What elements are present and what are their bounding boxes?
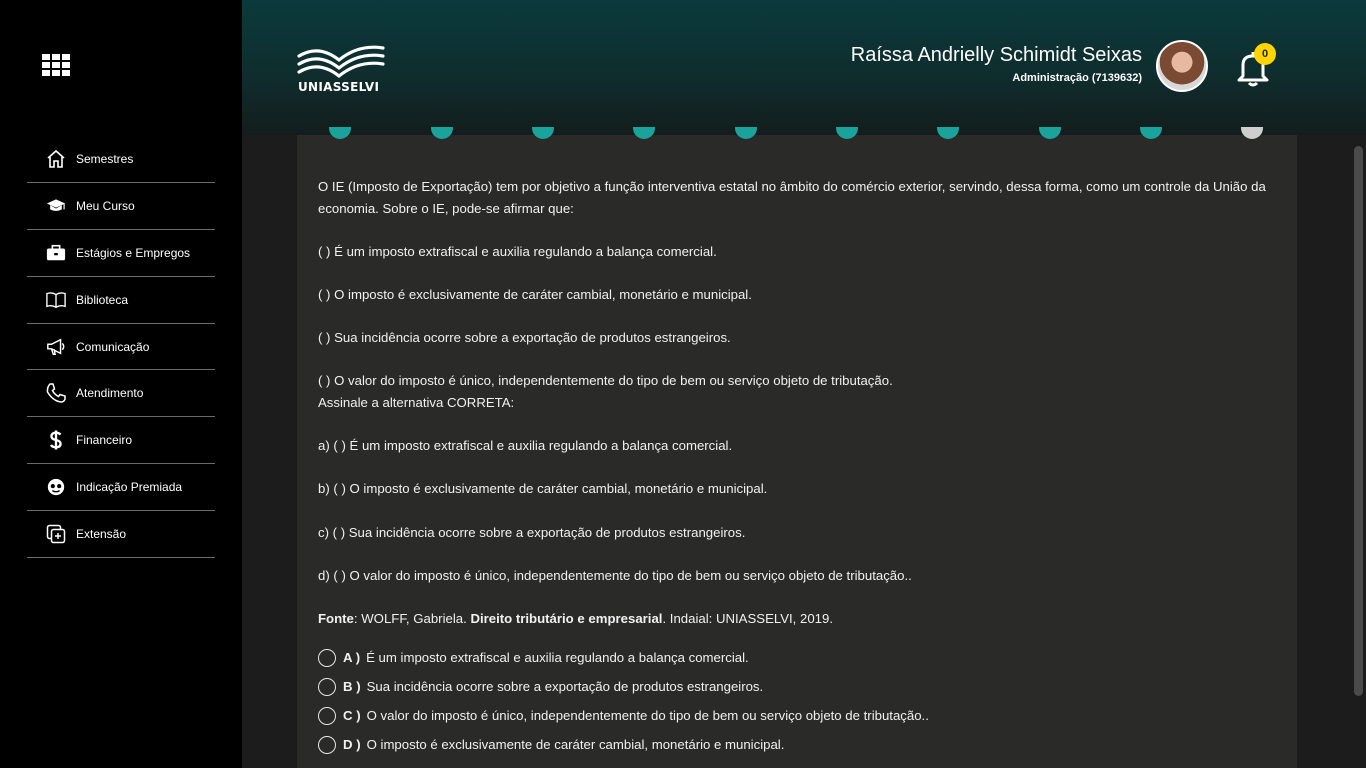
question-text [318,176,1273,629]
source-author: : WOLFF, Gabriela. [353,610,471,626]
header [242,0,1366,135]
sidebar-item-label: Indicação Premiada [76,480,183,495]
sidebar [0,0,242,768]
radio-button[interactable] [318,736,336,754]
sidebar-item-label: Comunicação [76,339,150,354]
question-progress [297,127,1297,139]
sidebar-item-label: Biblioteca [76,292,129,307]
progress-step[interactable] [1039,127,1061,139]
sidebar-item-label: Estágios e Empregos [76,245,191,260]
progress-step[interactable] [532,127,554,139]
progress-step[interactable] [937,127,959,139]
answer-options [318,643,1273,759]
progress-step[interactable] [431,127,453,139]
source-rest: . Indaial: UNIASSELVI, 2019. [662,610,834,626]
scrollbar-thumb[interactable] [1354,146,1363,696]
sidebar-item-financeiro[interactable] [27,417,215,464]
megaphone-icon [44,336,68,358]
briefcase-icon [44,242,68,264]
source-label: Fonte [318,610,354,626]
question-card [297,135,1297,768]
progress-step[interactable] [329,127,351,139]
answer-option-a[interactable] [318,643,1273,672]
sidebar-item-biblioteca[interactable] [27,277,215,324]
sidebar-item-label: Semestres [76,151,134,166]
sidebar-item-comunicacao[interactable] [27,324,215,371]
dollar-icon [44,429,68,451]
question-source [318,608,1273,630]
question-instruction: Assinale a alternativa CORRETA: [318,394,515,410]
sidebar-item-label: Financeiro [76,433,133,448]
progress-step-current[interactable] [1241,127,1263,139]
grid-menu-icon[interactable] [42,54,70,76]
answer-text: O imposto é exclusivamente de caráter cambial, monetário e municipal. [366,737,785,752]
sidebar-item-label: Meu Curso [76,198,135,213]
sidebar-item-label: Atendimento [76,386,144,401]
sidebar-item-meu-curso[interactable] [27,183,215,230]
answer-text: O valor do imposto é único, independentemente do tipo de bem ou serviço objeto de tributação.. [366,708,929,723]
question-alternative: d) ( ) O valor do imposto é único, independentemente do tipo de bem ou serviço objeto de tributação.. [318,567,912,583]
question-alternative: a) ( ) É um imposto extrafiscal e auxilia regulando a balança comercial. [318,438,733,454]
radio-button[interactable] [318,649,336,667]
progress-step[interactable] [836,127,858,139]
radio-button[interactable] [318,678,336,696]
answer-letter: A ) [343,650,361,665]
question-alternative: b) ( ) O imposto é exclusivamente de caráter cambial, monetário e municipal. [318,481,768,497]
answer-letter: C ) [343,708,361,723]
answer-option-b[interactable] [318,672,1273,701]
graduation-cap-icon [44,195,68,217]
sidebar-item-atendimento[interactable] [27,370,215,417]
answer-letter: B ) [343,679,361,694]
source-title: Direito tributário e empresarial [470,610,663,626]
question-item: ( ) O valor do imposto é único, independentemente do tipo de bem ou serviço objeto de tributação. [318,373,893,389]
avatar[interactable] [1156,40,1208,92]
progress-step[interactable] [1140,127,1162,139]
progress-step[interactable] [735,127,757,139]
answer-text: Sua incidência ocorre sobre a exportação de produtos estrangeiros. [366,679,764,694]
phone-icon [44,382,68,404]
notification-badge: 0 [1254,43,1276,65]
sidebar-item-label: Extensão [76,527,127,542]
sidebar-nav [27,136,215,558]
progress-step[interactable] [633,127,655,139]
home-icon [44,148,68,170]
question-item: ( ) O imposto é exclusivamente de caráter cambial, monetário e municipal. [318,286,752,302]
mask-icon [44,476,68,498]
question-alternative: c) ( ) Sua incidência ocorre sobre a exportação de produtos estrangeiros. [318,524,746,540]
book-icon [44,289,68,311]
sidebar-item-extensao[interactable] [27,511,215,558]
question-item: ( ) Sua incidência ocorre sobre a exportação de produtos estrangeiros. [318,330,731,346]
answer-option-c[interactable] [318,701,1273,730]
logo-text: UNIASSELVI [298,80,380,94]
answer-letter: D ) [343,737,361,752]
answer-text: É um imposto extrafiscal e auxilia regulando a balança comercial. [366,650,749,665]
radio-button[interactable] [318,707,336,725]
sidebar-item-semestres[interactable] [27,136,215,183]
add-square-icon [44,523,68,545]
question-statement: O IE (Imposto de Exportação) tem por objetivo a função interventiva estatal no âmbito do comércio exterior, servindo, dessa forma, como um controle da União da economia. Sobre o IE, pode-se afirmar que: [318,179,1266,216]
user-course: Administração (7139632) [1012,72,1142,84]
sidebar-item-estagios[interactable] [27,230,215,277]
answer-option-d[interactable] [318,730,1273,759]
question-item: ( ) É um imposto extrafiscal e auxilia regulando a balança comercial. [318,243,717,259]
user-name: Raíssa Andrielly Schimidt Seixas [850,44,1142,66]
sidebar-item-indicacao-premiada[interactable] [27,464,215,511]
